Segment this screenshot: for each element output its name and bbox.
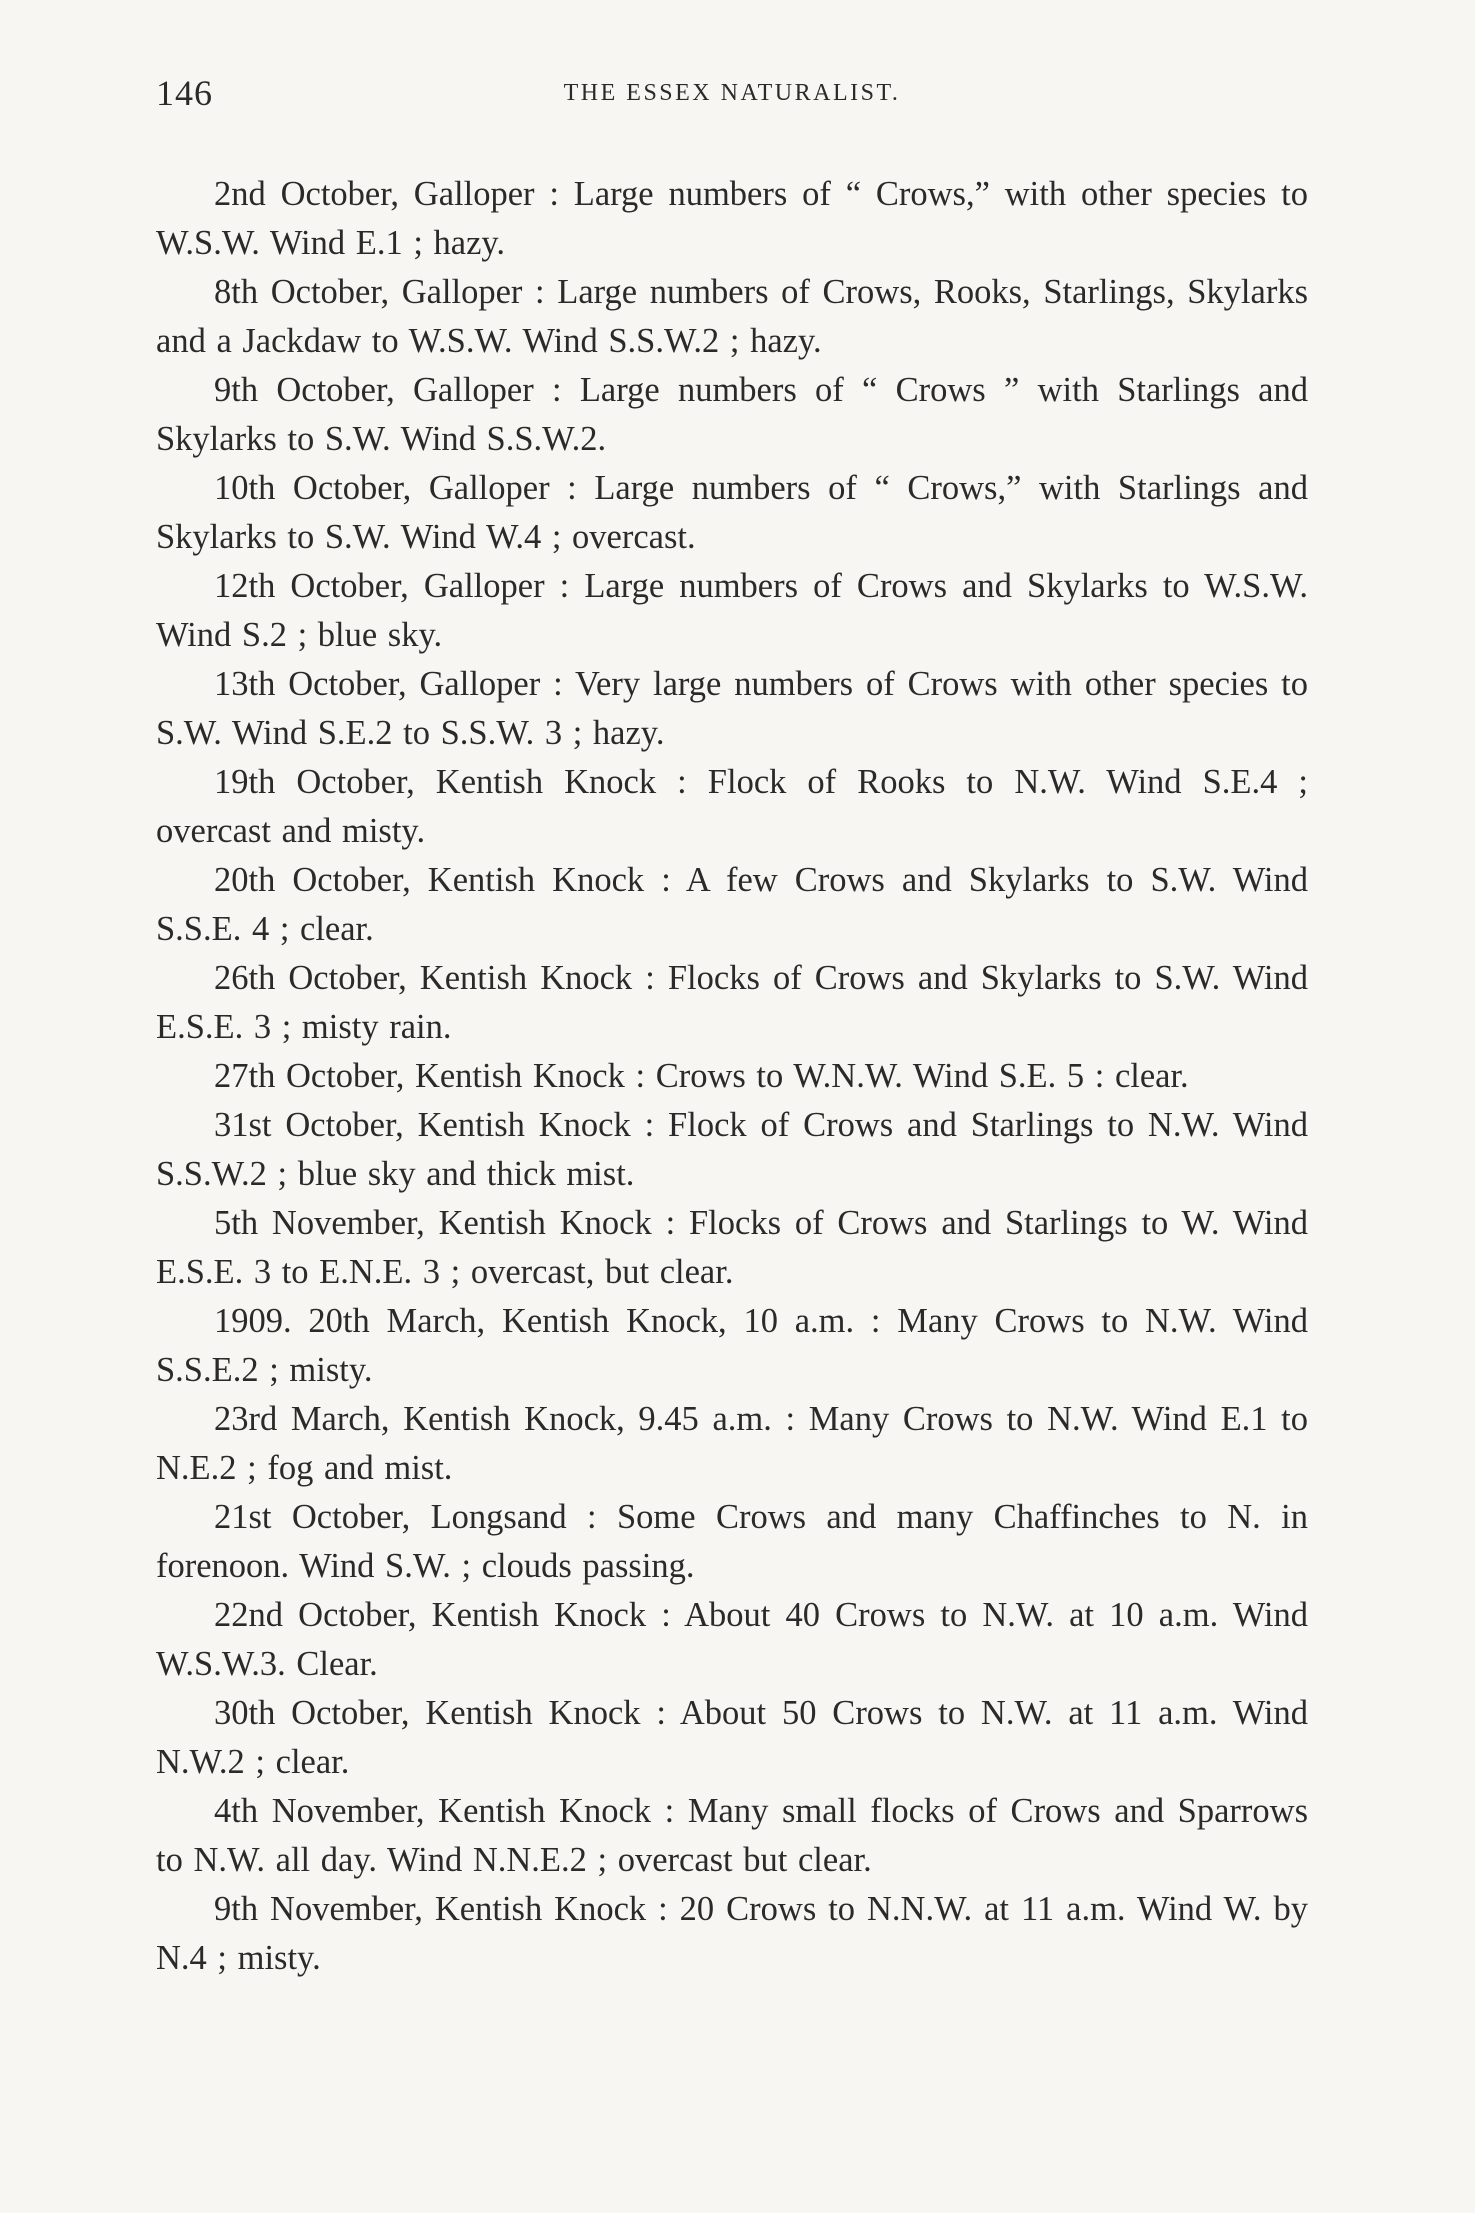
entry-paragraph: 30th October, Kentish Knock : About 50 Crows to N.W. at 11 a.m. Wind N.W.2 ; clear.: [156, 1694, 1308, 1781]
page: [156, 72, 1308, 1983]
page-number: 146: [156, 73, 213, 113]
entry-paragraph: 31st October, Kentish Knock : Flock of Crows and Starlings to N.W. Wind S.S.W.2 ; blue sky and thick mist.: [156, 1106, 1308, 1193]
journal-title: THE ESSEX NATURALIST.: [563, 80, 901, 106]
entry-paragraph: 8th October, Galloper : Large numbers of Crows, Rooks, Starlings, Skylarks and a Jackdaw to W.S.W. Wind S.S.W.2 ; hazy.: [156, 273, 1308, 360]
entry-paragraph: 1909. 20th March, Kentish Knock, 10 a.m. : Many Crows to N.W. Wind S.S.E.2 ; misty.: [156, 1302, 1308, 1389]
entries-list: [156, 170, 1308, 1983]
entry-paragraph: 10th October, Galloper : Large numbers of “ Crows,” with Starlings and Skylarks to S.W. Wind W.4 ; overcast.: [156, 469, 1308, 556]
entry-paragraph: 26th October, Kentish Knock : Flocks of Crows and Skylarks to S.W. Wind E.S.E. 3 ; misty rain.: [156, 959, 1308, 1046]
entry-paragraph: 2nd October, Galloper : Large numbers of “ Crows,” with other species to W.S.W. Wind E.1 ; hazy.: [156, 175, 1308, 262]
entry-paragraph: 12th October, Galloper : Large numbers of Crows and Skylarks to W.S.W. Wind S.2 ; blue sky.: [156, 567, 1308, 654]
entry-paragraph: 22nd October, Kentish Knock : About 40 Crows to N.W. at 10 a.m. Wind W.S.W.3. Clear.: [156, 1596, 1308, 1683]
entry-paragraph: 19th October, Kentish Knock : Flock of Rooks to N.W. Wind S.E.4 ; overcast and misty.: [156, 763, 1308, 850]
entry-paragraph: 20th October, Kentish Knock : A few Crows and Skylarks to S.W. Wind S.S.E. 4 ; clear.: [156, 861, 1308, 948]
entry-paragraph: 13th October, Galloper : Very large numbers of Crows with other species to S.W. Wind S.E.2 to S.S.W. 3 ; hazy.: [156, 665, 1308, 752]
entry-paragraph: 9th November, Kentish Knock : 20 Crows to N.N.W. at 11 a.m. Wind W. by N.4 ; misty.: [156, 1890, 1308, 1977]
running-head: [156, 72, 1308, 122]
entry-paragraph: 27th October, Kentish Knock : Crows to W.N.W. Wind S.E. 5 : clear.: [214, 1057, 1189, 1095]
entry-paragraph: 23rd March, Kentish Knock, 9.45 a.m. : Many Crows to N.W. Wind E.1 to N.E.2 ; fog and mist.: [156, 1400, 1308, 1487]
entry-paragraph: 5th November, Kentish Knock : Flocks of Crows and Starlings to W. Wind E.S.E. 3 to E.N.E. 3 ; overcast, but clear.: [156, 1204, 1308, 1291]
entry-paragraph: 4th November, Kentish Knock : Many small flocks of Crows and Sparrows to N.W. all day. Wind N.N.E.2 ; overcast but clear.: [156, 1792, 1308, 1879]
entry-paragraph: 9th October, Galloper : Large numbers of “ Crows ” with Starlings and Skylarks to S.W. Wind S.S.W.2.: [156, 371, 1308, 458]
entry-paragraph: 21st October, Longsand : Some Crows and many Chaffinches to N. in forenoon. Wind S.W. ; clouds passing.: [156, 1498, 1308, 1585]
